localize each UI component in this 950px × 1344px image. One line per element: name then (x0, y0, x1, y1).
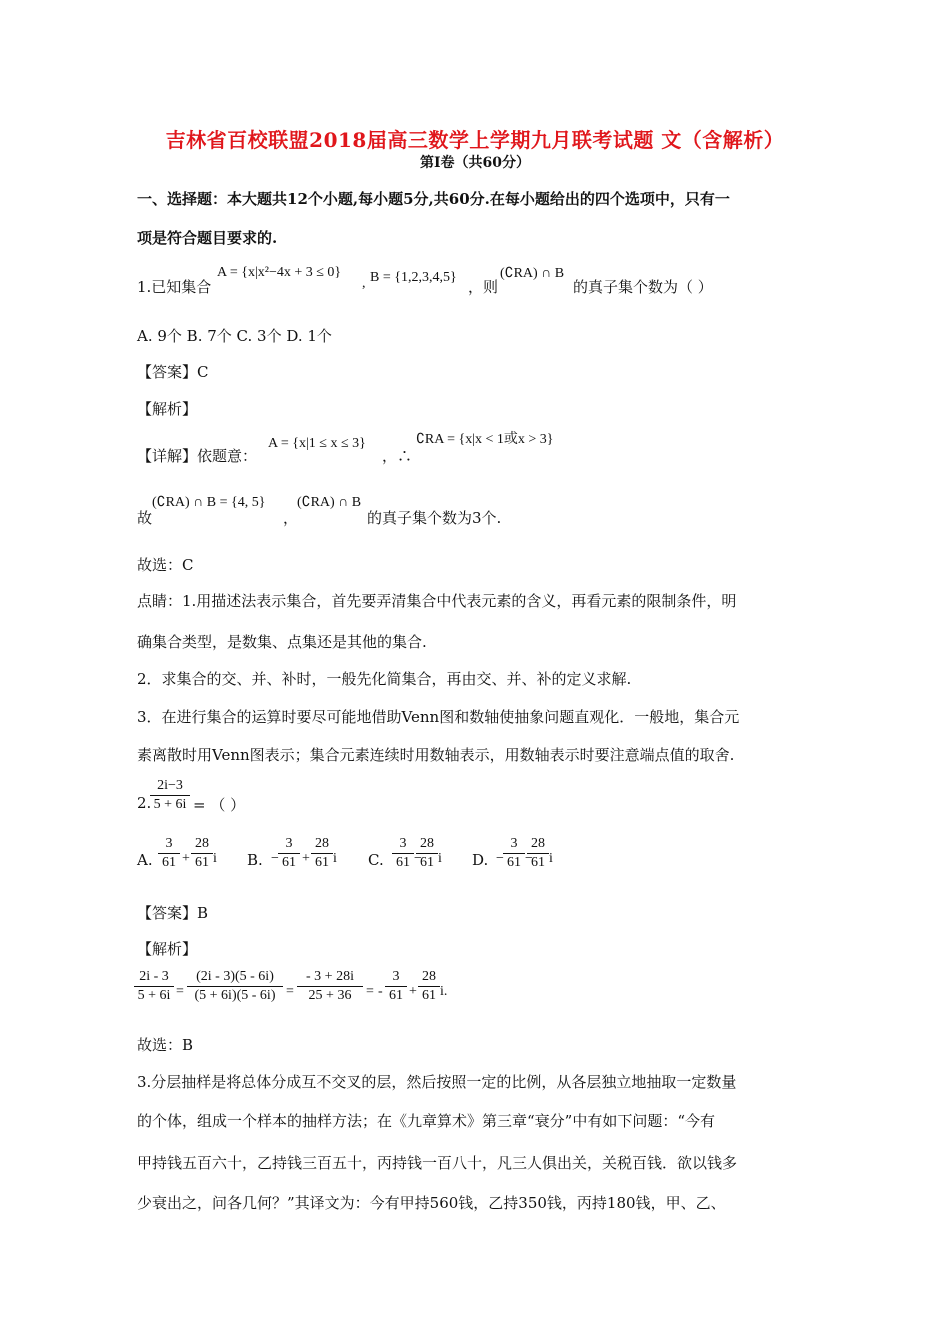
q2-solution-eq3: = (366, 984, 374, 999)
q1-choose: 故选：C (137, 556, 194, 574)
q2-option-a-op: + (182, 851, 190, 866)
q2-answer: 【答案】B (137, 904, 209, 922)
numerator: 28 (420, 836, 434, 851)
q1-stem-prefix: 1.已知集合 (137, 278, 212, 296)
numerator: (2i - 3)(5 - 6i) (196, 969, 274, 984)
numerator: - 3 + 28i (306, 969, 354, 984)
numerator: 28 (315, 836, 329, 851)
numerator: 28 (422, 969, 436, 984)
q1-detail-therefore: ，∴ (382, 447, 413, 465)
q2-option-d-op: − (525, 851, 533, 866)
denominator: (5 + 6i)(5 - 6i) (194, 988, 276, 1003)
page-subtitle: 第Ⅰ卷（共60分） (419, 155, 531, 171)
denominator: 61 (195, 855, 209, 870)
q2-denominator: 5 + 6i (153, 797, 187, 812)
q3-line2: 的个体，组成一个样本的抽样方法；在《九章算术》第三章“衰分”中有如下问题：“今有 (137, 1112, 716, 1130)
q2-option-a-frac2 (191, 836, 213, 871)
q1-set-b: B = {1,2,3,4,5} (370, 270, 457, 285)
q2-solution-neg: - (378, 984, 383, 999)
section-heading-line1: 一、选择题：本大题共12个小题,每小题5分,共60分.在每小题给出的四个选项中，只有一 (137, 190, 730, 208)
q1-note2: 2．求集合的交、并、补时，一般先化简集合，再由交、并、补的定义求解. (137, 670, 632, 688)
q1-gu-expression2: (∁RA) ∩ B (297, 495, 362, 510)
q2-option-b-label: B. (247, 851, 263, 869)
q3-line4: 少衰出之，问各几何？”其译文为：今有甲持560钱，乙持350钱，丙持180钱，甲、乙、 (137, 1194, 726, 1212)
q2-solution-tail: i. (440, 984, 448, 999)
q2-solution-frac5 (418, 969, 440, 1004)
page-title: 吉林省百校联盟2018届高三数学上学期九月联考试题 文（含解析） (165, 128, 785, 152)
denominator: 61 (389, 988, 403, 1003)
denominator: 61 (315, 855, 329, 870)
q1-expression: (∁RA) ∩ B (500, 266, 565, 281)
q2-analysis-label: 【解析】 (137, 940, 198, 958)
q2-option-b-i: i (333, 851, 337, 866)
q2-solution-frac2 (187, 969, 283, 1004)
q2-solution-plus: + (409, 984, 417, 999)
q1-gu: 故 (137, 509, 153, 527)
q2-option-a-label: A. (137, 851, 153, 869)
q2-option-c-i: i (438, 851, 442, 866)
q1-detail-prefix: 【详解】依题意： (137, 447, 258, 465)
denominator: 61 (162, 855, 176, 870)
q2-option-d-i: i (549, 851, 553, 866)
denominator: 61 (420, 855, 434, 870)
q2-option-b-op: + (302, 851, 310, 866)
q1-options: A. 9个 B. 7个 C. 3个 D. 1个 (137, 327, 332, 345)
q2-choose: 故选：B (137, 1036, 194, 1054)
q2-option-c-frac1 (392, 836, 414, 871)
q2-option-b-frac1 (278, 836, 300, 871)
q2-option-c-frac2 (416, 836, 438, 871)
numerator: 28 (195, 836, 209, 851)
denominator: 61 (507, 855, 521, 870)
q3-line1: 3.分层抽样是将总体分成互不交叉的层，然后按照一定的比例，从各层独立地抽取一定数量 (137, 1073, 737, 1091)
q1-answer: 【答案】C (137, 363, 209, 381)
q2-fraction (150, 778, 190, 813)
denominator: 25 + 36 (308, 988, 352, 1003)
q2-option-d-frac1 (503, 836, 525, 871)
numerator: 28 (531, 836, 545, 851)
denominator: 61 (531, 855, 545, 870)
q2-option-a-i: i (213, 851, 217, 866)
q2-prefix: 2. (137, 794, 152, 812)
denominator: 61 (422, 988, 436, 1003)
q2-option-d-frac2 (527, 836, 549, 871)
q1-note1b: 确集合类型，是数集、点集还是其他的集合. (137, 633, 427, 651)
q2-option-c-op: − (414, 851, 422, 866)
q1-detail-set-a: A = {x|1 ≤ x ≤ 3} (268, 436, 366, 451)
q1-note3b: 素离散时用Venn图表示；集合元素连续时用数轴表示，用数轴表示时要注意端点值的取舍. (137, 746, 735, 764)
numerator: 3 (285, 836, 293, 851)
numerator: 3 (165, 836, 173, 851)
q2-option-b-frac2 (311, 836, 333, 871)
numerator: 3 (399, 836, 407, 851)
numerator: 3 (392, 969, 400, 984)
q2-solution-frac4 (385, 969, 407, 1004)
section-heading-line2: 项是符合题目要求的. (137, 229, 278, 247)
q1-stem-suffix: 的真子集个数为（ ） (573, 278, 713, 296)
q1-gu-comma: ， (283, 509, 299, 527)
q1-then: ，则 (468, 278, 499, 296)
q2-solution-eq1: = (176, 984, 184, 999)
q2-option-d-label: D. (472, 851, 489, 869)
q2-suffix: = （ ） (193, 796, 246, 814)
q1-detail-complement: ∁RA = {x|x < 1或x > 3} (416, 432, 554, 447)
q1-gu-suffix: 的真子集个数为3个. (367, 509, 502, 527)
q1-note1: 点睛：1.用描述法表示集合，首先要弄清集合中代表元素的含义，再看元素的限制条件，明 (137, 592, 737, 610)
q1-note3: 3．在进行集合的运算时要尽可能地借助Venn图和数轴使抽象问题直观化．一般地，集合元 (137, 708, 740, 726)
q2-solution-eq2: = (286, 984, 294, 999)
numerator: 3 (510, 836, 518, 851)
denominator: 61 (282, 855, 296, 870)
q1-gu-expression: (∁RA) ∩ B = {4, 5} (152, 495, 266, 510)
q1-analysis-label: 【解析】 (137, 400, 198, 418)
q3-line3: 甲持钱五百六十，乙持钱三百五十，丙持钱一百八十，凡三人俱出关，关税百钱．欲以钱多 (137, 1154, 738, 1172)
q1-set-a: A = {x|x²−4x + 3 ≤ 0} (217, 265, 342, 280)
q2-solution-frac1 (134, 969, 174, 1004)
q2-option-c-label: C. (368, 851, 384, 869)
q2-option-b-neg: − (271, 851, 279, 866)
q2-option-d-neg: − (496, 851, 504, 866)
q2-numerator: 2i−3 (157, 778, 183, 793)
q2-solution-frac3 (297, 969, 363, 1004)
numerator: 2i - 3 (139, 969, 169, 984)
denominator: 5 + 6i (137, 988, 171, 1003)
q1-comma: , (362, 276, 366, 291)
denominator: 61 (396, 855, 410, 870)
q2-option-a-frac1 (158, 836, 180, 871)
